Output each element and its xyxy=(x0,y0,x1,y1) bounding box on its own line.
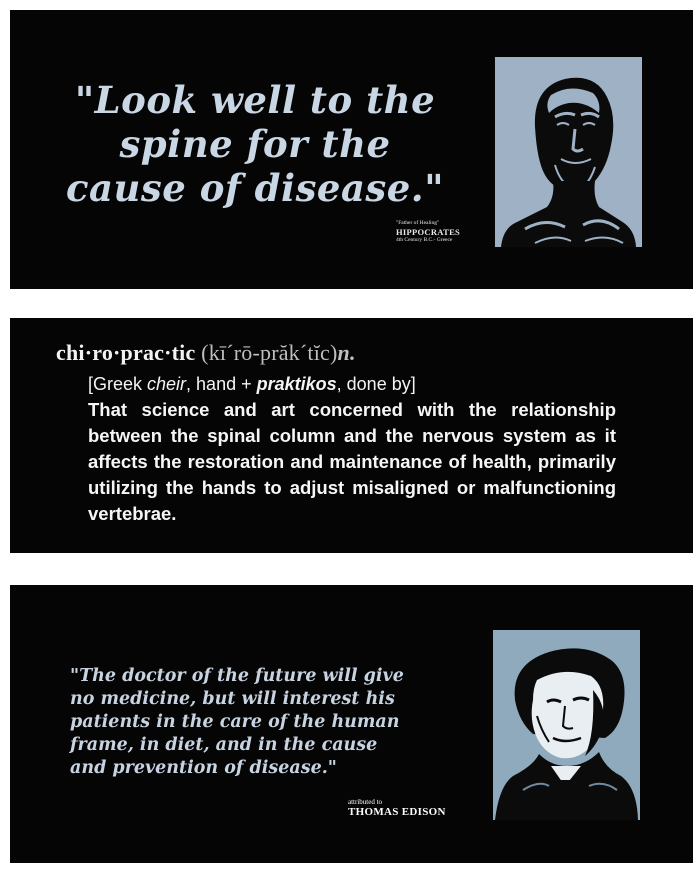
etymology-open: [Greek xyxy=(88,374,148,394)
term-pronunciation: (kī´rō-prăk´tĭc) xyxy=(201,340,338,365)
edison-portrait-icon xyxy=(493,630,640,820)
edison-quote-panel xyxy=(10,585,693,863)
etymology-mid: , hand + xyxy=(186,374,257,394)
hippocrates-quote: "Look well to the spine for the cause of disease." xyxy=(66,78,444,210)
hippocrates-attribution xyxy=(396,220,506,244)
term-etymology xyxy=(88,374,626,395)
hippocrates-bust-icon xyxy=(495,57,642,247)
edison-portrait xyxy=(493,630,640,820)
hippocrates-quote-panel xyxy=(10,10,693,289)
attribution-prefix: attributed to xyxy=(348,798,383,806)
edison-quote: "The doctor of the future will give no medicine, but will interest his patients in the care of the human frame, in diet, and in the cause and prevention of disease." xyxy=(70,666,404,778)
dictionary-entry xyxy=(56,340,626,527)
term-line xyxy=(56,340,626,366)
attribution-era: 4th Century B.C.- Greece xyxy=(396,237,453,243)
definition-panel xyxy=(10,318,693,553)
term-definition: That science and art concerned with the relationship between the spinal column and the nervous system as it affects the restoration and maintenance of health, primarily utilizing the hands to adjust misaligned or malfunctioning vertebrae. xyxy=(88,399,616,524)
etymology-word-cheir: cheir xyxy=(147,374,187,394)
hippocrates-portrait xyxy=(495,57,642,247)
attribution-name: HIPPOCRATES xyxy=(396,227,461,237)
term-part-of-speech: n. xyxy=(337,340,356,365)
term-word: chi·ro·prac·tic xyxy=(56,340,196,365)
attribution-name: THOMAS EDISON xyxy=(348,806,446,818)
etymology-close: , done by] xyxy=(336,374,416,394)
edison-attribution xyxy=(348,798,488,819)
attribution-epithet: "Father of Healing" xyxy=(396,220,440,226)
etymology-word-praktikos: praktikos xyxy=(256,374,337,394)
